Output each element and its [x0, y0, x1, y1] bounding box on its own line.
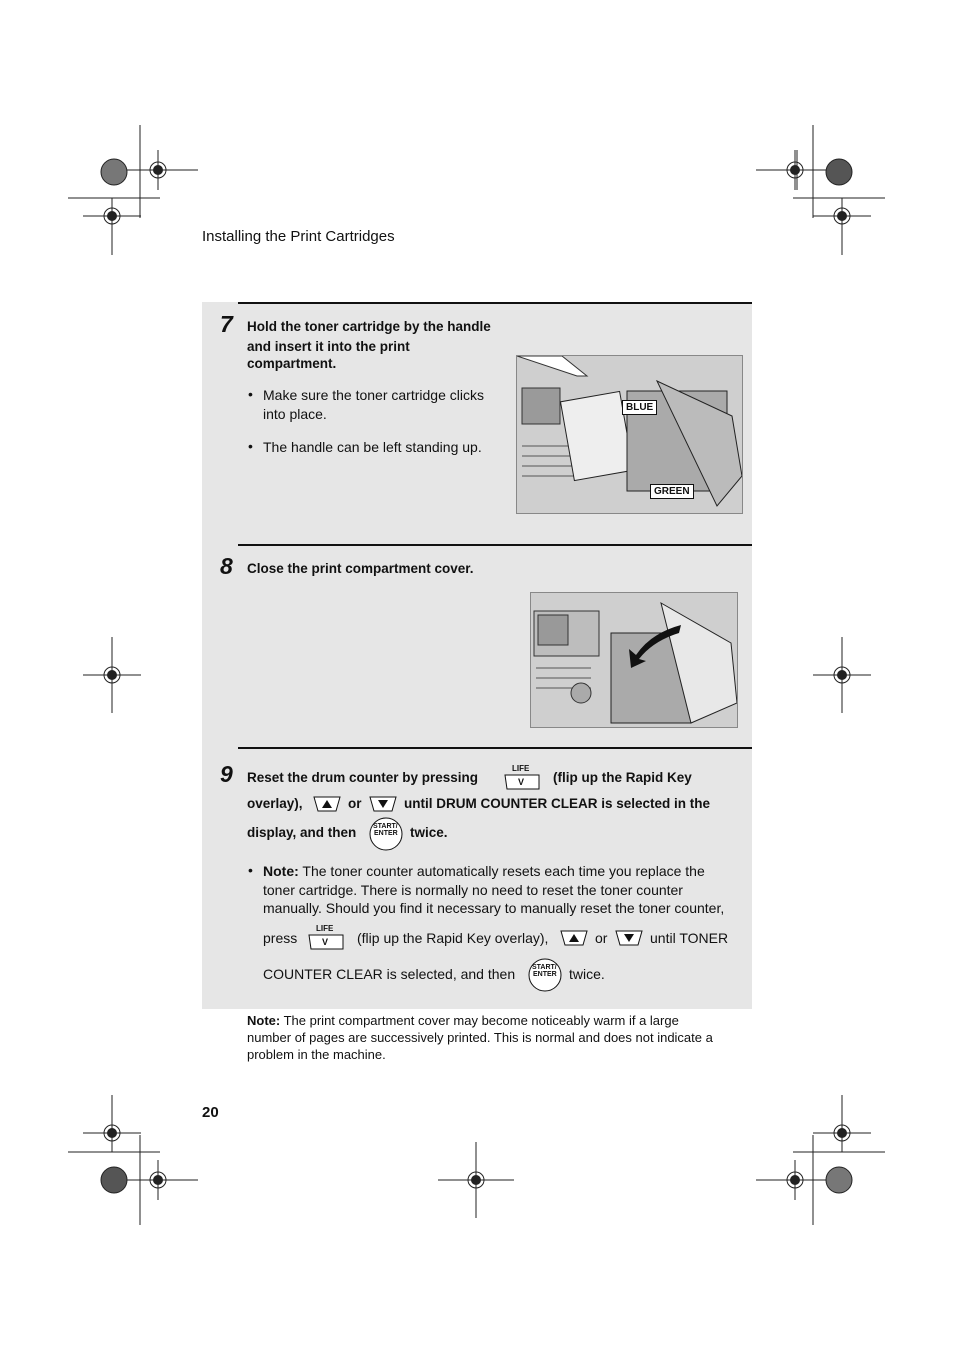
- step-9-line-3b: twice.: [410, 825, 448, 840]
- step-8-title: Close the print compartment cover.: [247, 561, 474, 576]
- enter-key-label: ENTER: [374, 830, 398, 837]
- step-8-rule: [238, 544, 752, 546]
- step-9-note-line-2: toner cartridge. There is normally no need to reset the toner counter: [263, 882, 683, 898]
- step-9-note-line-5b: twice.: [569, 966, 605, 982]
- step-9-number: 9: [220, 761, 233, 787]
- footnote: [247, 1012, 747, 1063]
- footnote-label: Note:: [247, 1013, 281, 1028]
- step-9-note-line-5a: COUNTER CLEAR is selected, and then: [263, 966, 516, 982]
- step-9-line-2a: overlay),: [247, 796, 303, 811]
- page-number: 20: [202, 1104, 219, 1121]
- life-key-icon-2: [307, 925, 345, 951]
- step-7-bullet-2: The handle can be left standing up.: [263, 439, 482, 455]
- step-7-bullet-1a: Make sure the toner cartridge clicks: [263, 387, 484, 403]
- toner-insert-illustration: [516, 355, 743, 514]
- step-9-note-line-4d: until TONER: [650, 930, 729, 946]
- step-9-note-label: Note:: [263, 863, 299, 879]
- down-arrow-key-icon: [368, 795, 398, 813]
- down-arrow-key-icon-2: [614, 929, 644, 947]
- step-9-line-1b: (flip up the Rapid Key: [553, 770, 692, 785]
- life-key-glyph: V: [518, 777, 525, 787]
- step-9-line-2c: until DRUM COUNTER CLEAR is selected in the: [404, 796, 711, 811]
- bullet-dot: •: [248, 862, 253, 878]
- section-title: Installing the Print Cartridges: [202, 228, 395, 245]
- step-9-note-line-4c: or: [595, 930, 608, 946]
- step-8-number: 8: [220, 553, 233, 579]
- footnote-line-2: number of pages are successively printed. This is normal and does not indicate a: [247, 1030, 713, 1045]
- step-7-rule: [238, 302, 752, 304]
- blue-label: BLUE: [622, 400, 657, 415]
- up-arrow-key-icon: [312, 795, 342, 813]
- footnote-text-1: The print compartment cover may become noticeably warm if a large: [283, 1013, 679, 1028]
- fax-machine-cover-drawing: [531, 593, 737, 727]
- close-cover-illustration: [530, 592, 738, 728]
- step-9-note-line-3: manually. Should you find it necessary to manually reset the toner counter,: [263, 900, 725, 916]
- step-9-line-2b: or: [348, 796, 362, 811]
- start-key-label: START/: [532, 964, 557, 971]
- life-key-icon: [503, 765, 541, 791]
- enter-key-label: ENTER: [533, 971, 557, 978]
- start-key-label: START/: [373, 823, 398, 830]
- step-9-note-text-1: The toner counter automatically resets each time you replace the: [302, 863, 705, 879]
- life-key-label: LIFE: [512, 764, 530, 773]
- fax-machine-drawing: [517, 356, 742, 513]
- step-9-note-line-4b: (flip up the Rapid Key overlay),: [357, 930, 549, 946]
- life-key-glyph: V: [322, 937, 329, 947]
- start-enter-key-icon-2: [527, 958, 563, 992]
- step-9-line-3a: display, and then: [247, 825, 357, 840]
- step-7-number: 7: [220, 311, 233, 337]
- footnote-line-3: problem in the machine.: [247, 1047, 386, 1062]
- green-label: GREEN: [650, 484, 694, 499]
- step-7-title-3: compartment.: [247, 356, 337, 371]
- footnote-line-1: [247, 1012, 747, 1029]
- step-9-note-line-4a: press: [263, 930, 298, 946]
- bullet-dot: •: [248, 438, 253, 454]
- step-9-note-line-1: [263, 862, 705, 881]
- step-7-title-1: Hold the toner cartridge by the handle: [247, 319, 491, 334]
- start-enter-key-icon: [368, 817, 404, 851]
- bullet-dot: •: [248, 386, 253, 402]
- step-9-rule: [238, 747, 752, 749]
- step-7-title-2: and insert it into the print: [247, 339, 410, 354]
- step-7-bullet-1b: into place.: [263, 406, 327, 422]
- step-9-line-1a: Reset the drum counter by pressing: [247, 770, 479, 785]
- life-key-label: LIFE: [316, 924, 334, 933]
- up-arrow-key-icon-2: [559, 929, 589, 947]
